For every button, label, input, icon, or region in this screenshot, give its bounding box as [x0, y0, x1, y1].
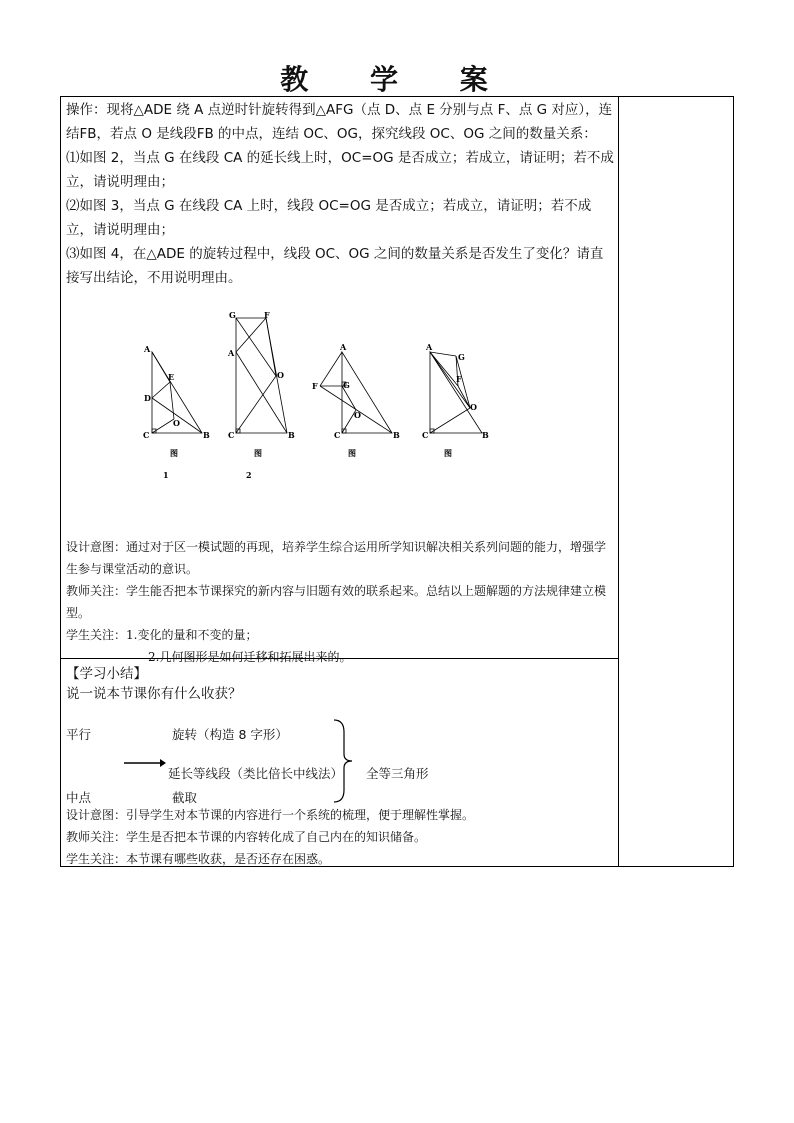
- svg-text:C: C: [143, 430, 150, 440]
- table-column-divider: [618, 96, 619, 867]
- design-intent-2: 设计意图：引导学生对本节课的内容进行一个系统的梳理，便于理解性掌握。: [66, 808, 475, 822]
- svg-text:F: F: [456, 374, 462, 384]
- svg-text:图: 图: [348, 448, 356, 458]
- summary-question: 说一说本节课你有什么收获？: [66, 686, 242, 702]
- student-focus-2: 2.几何图形是如何迁移和拓展出来的。: [148, 650, 352, 664]
- svg-text:O: O: [277, 370, 284, 380]
- summary-cut: 截取: [172, 790, 198, 805]
- page-title: 教 学 案: [280, 63, 514, 96]
- student-focus-summary: 学生关注：本节课有哪些收获，是否还存在困惑。: [66, 852, 331, 866]
- summary-parallel: 平行: [66, 727, 92, 742]
- question-1: ⑴如图 2，当点 G 在线段 CA 的延长线上时，OC=OG 是否成立；若成立，请证明；若不成立，请说明理由；: [66, 150, 614, 190]
- figure-3: [320, 352, 392, 433]
- svg-text:A: A: [340, 342, 347, 352]
- svg-text:B: B: [393, 430, 400, 440]
- svg-text:A: A: [228, 348, 235, 358]
- summary-rotate: 旋转（构造 8 字形）: [172, 727, 288, 742]
- svg-text:A: A: [426, 342, 433, 352]
- svg-text:A: A: [144, 344, 151, 354]
- svg-text:C: C: [228, 430, 235, 440]
- svg-text:C: C: [422, 430, 429, 440]
- operation-section: [66, 98, 614, 290]
- design-notes-1: [66, 536, 614, 668]
- svg-text:G: G: [229, 310, 236, 320]
- svg-text:2: 2: [246, 470, 252, 480]
- svg-text:G: G: [343, 380, 350, 390]
- svg-text:O: O: [173, 418, 180, 428]
- arrow-icon: [124, 757, 166, 769]
- svg-text:B: B: [482, 430, 489, 440]
- brace-icon: [330, 718, 356, 804]
- teacher-focus-2: 教师关注：学生是否把本节课的内容转化成了自己内在的知识储备。: [66, 830, 427, 844]
- geometry-figures: [130, 306, 510, 481]
- svg-text:F: F: [312, 381, 318, 391]
- svg-text:G: G: [458, 352, 465, 362]
- svg-text:D: D: [144, 393, 151, 403]
- question-2: ⑵如图 3，当点 G 在线段 CA 上时，线段 OC=OG 是否成立；若成立，请证明；若不成立，请说明理由；: [66, 198, 592, 238]
- svg-text:O: O: [354, 410, 361, 420]
- summary-heading: 【学习小结】: [66, 666, 147, 682]
- summary-extend: 延长等线段（类比倍长中线法）: [168, 766, 344, 781]
- summary-congruent: 全等三角形: [366, 766, 429, 781]
- teacher-focus: 教师关注：学生能否把本节课探究的新内容与旧题有效的联系起来。总结以上题解题的方法规律建立模型。: [66, 584, 607, 620]
- svg-text:O: O: [470, 402, 477, 412]
- svg-text:图: 图: [170, 448, 178, 458]
- svg-text:1: 1: [163, 470, 169, 480]
- svg-text:C: C: [334, 430, 341, 440]
- figure-4: [430, 352, 482, 433]
- design-intent: 设计意图：通过对于区一模试题的再现，培养学生综合运用所学知识解决相关系列问题的能力，增强学生参与课堂活动的意识。: [66, 540, 607, 576]
- question-3: ⑶如图 4，在△ADE 的旋转过程中，线段 OC、OG 之间的数量关系是否发生了变化？请直接写出结论，不用说明理由。: [66, 246, 604, 286]
- design-notes-2: [66, 804, 614, 870]
- svg-text:B: B: [288, 430, 295, 440]
- svg-text:E: E: [168, 372, 175, 382]
- student-focus-1: 1.变化的量和不变的量；: [126, 628, 258, 642]
- svg-text:图: 图: [254, 448, 262, 458]
- student-focus-label: 学生关注：: [66, 628, 127, 642]
- svg-text:F: F: [264, 310, 270, 320]
- svg-text:B: B: [203, 430, 210, 440]
- operation-intro: 操作：现将△ADE 绕 A 点逆时针旋转得到△AFG（点 D、点 E 分别与点 F、点 G 对应），连结FB，若点 O 是线段FB 的中点，连结 OC、OG，探究线段 OC、OG 之间的数量关系：: [66, 102, 613, 142]
- summary-midpoint: 中点: [66, 790, 92, 805]
- svg-text:图: 图: [444, 448, 452, 458]
